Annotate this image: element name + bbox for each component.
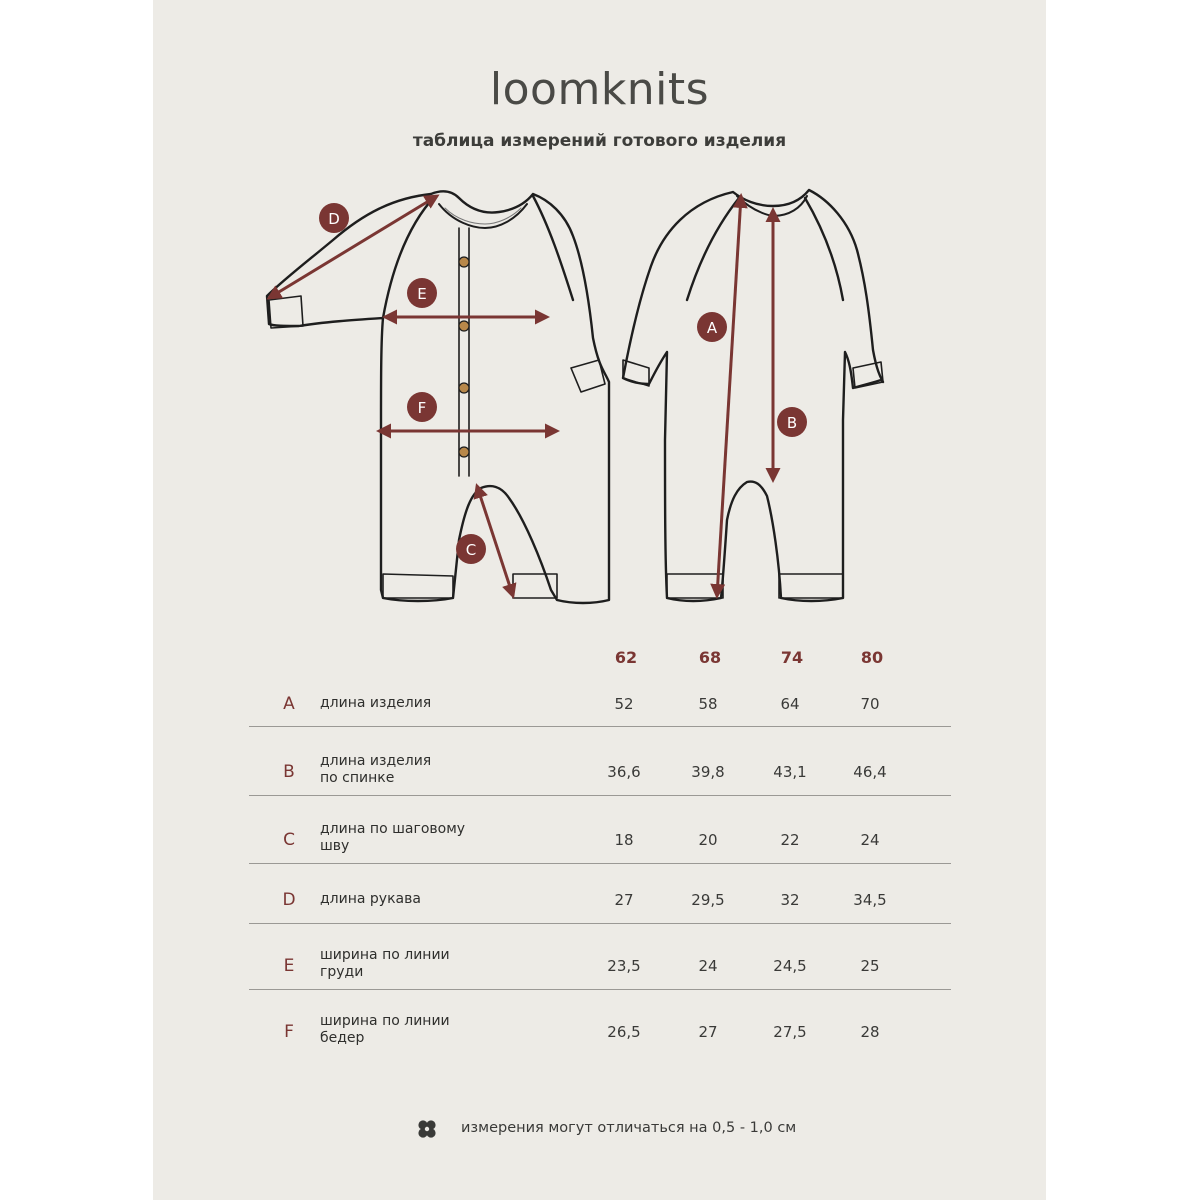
row-code: E [283,956,295,976]
svg-text:E: E [417,285,427,303]
marker-f [407,392,437,422]
row-value: 24 [860,831,880,849]
garment-diagram [153,0,1046,620]
row-divider [249,726,951,727]
row-value: 43,1 [773,763,807,781]
marker-a [697,312,727,342]
row-label: ширина по линии бедер [320,1013,450,1046]
row-value: 27 [698,1023,718,1041]
marker-badges [319,203,807,564]
size-header-74: 74 [780,648,804,667]
row-code: F [284,1022,294,1042]
svg-text:A: A [706,319,718,337]
svg-text:B: B [786,414,798,432]
row-value: 39,8 [691,763,725,781]
row-value: 27 [614,891,634,909]
marker-b [777,407,807,437]
row-value: 27,5 [773,1023,807,1041]
size-chart-sheet [153,0,1046,1200]
svg-text:F: F [417,399,427,417]
row-value: 23,5 [607,957,641,975]
row-value: 29,5 [691,891,725,909]
row-label: длина изделия [320,695,432,711]
front-buttons [459,257,469,457]
marker-d [319,203,349,233]
row-value: 32 [780,891,800,909]
row-code: A [283,694,295,714]
row-value: 52 [614,695,634,713]
row-value: 24 [698,957,718,975]
row-value: 22 [780,831,800,849]
row-label: длина по шаговому шву [320,821,466,854]
row-divider [249,795,951,796]
brand-logo: loomknits [489,64,710,115]
row-divider [249,923,951,924]
row-divider [249,863,951,864]
row-value: 46,4 [853,763,887,781]
row-value: 70 [860,695,880,713]
row-code: D [282,890,296,910]
row-value: 25 [860,957,880,975]
size-header-68: 68 [698,648,722,667]
arrow-a [717,196,741,596]
footnote-text: измерения могут отличаться на 0,5 - 1,0 см [461,1120,797,1136]
svg-text:D: D [328,210,340,228]
row-divider [249,989,951,990]
size-header-80: 80 [860,648,884,667]
row-code: C [283,830,295,850]
row-value: 24,5 [773,957,807,975]
marker-c [456,534,486,564]
row-label: длина изделия по спинке [320,753,432,786]
measurement-arrows [269,196,773,596]
back-view [623,190,883,601]
row-value: 18 [614,831,634,849]
row-value: 36,6 [607,763,641,781]
size-header-62: 62 [614,648,638,667]
front-view [267,191,609,603]
row-value: 34,5 [853,891,887,909]
clover-icon [416,1118,438,1140]
row-value: 26,5 [607,1023,641,1041]
page-subtitle: таблица измерений готового изделия [412,131,787,151]
row-value: 20 [698,831,718,849]
row-value: 64 [780,695,800,713]
row-label: ширина по линии груди [320,947,450,980]
marker-e [407,278,437,308]
row-value: 58 [698,695,718,713]
row-label: длина рукава [320,891,421,907]
row-value: 28 [860,1023,880,1041]
row-code: B [283,762,295,782]
svg-text:C: C [465,541,477,559]
